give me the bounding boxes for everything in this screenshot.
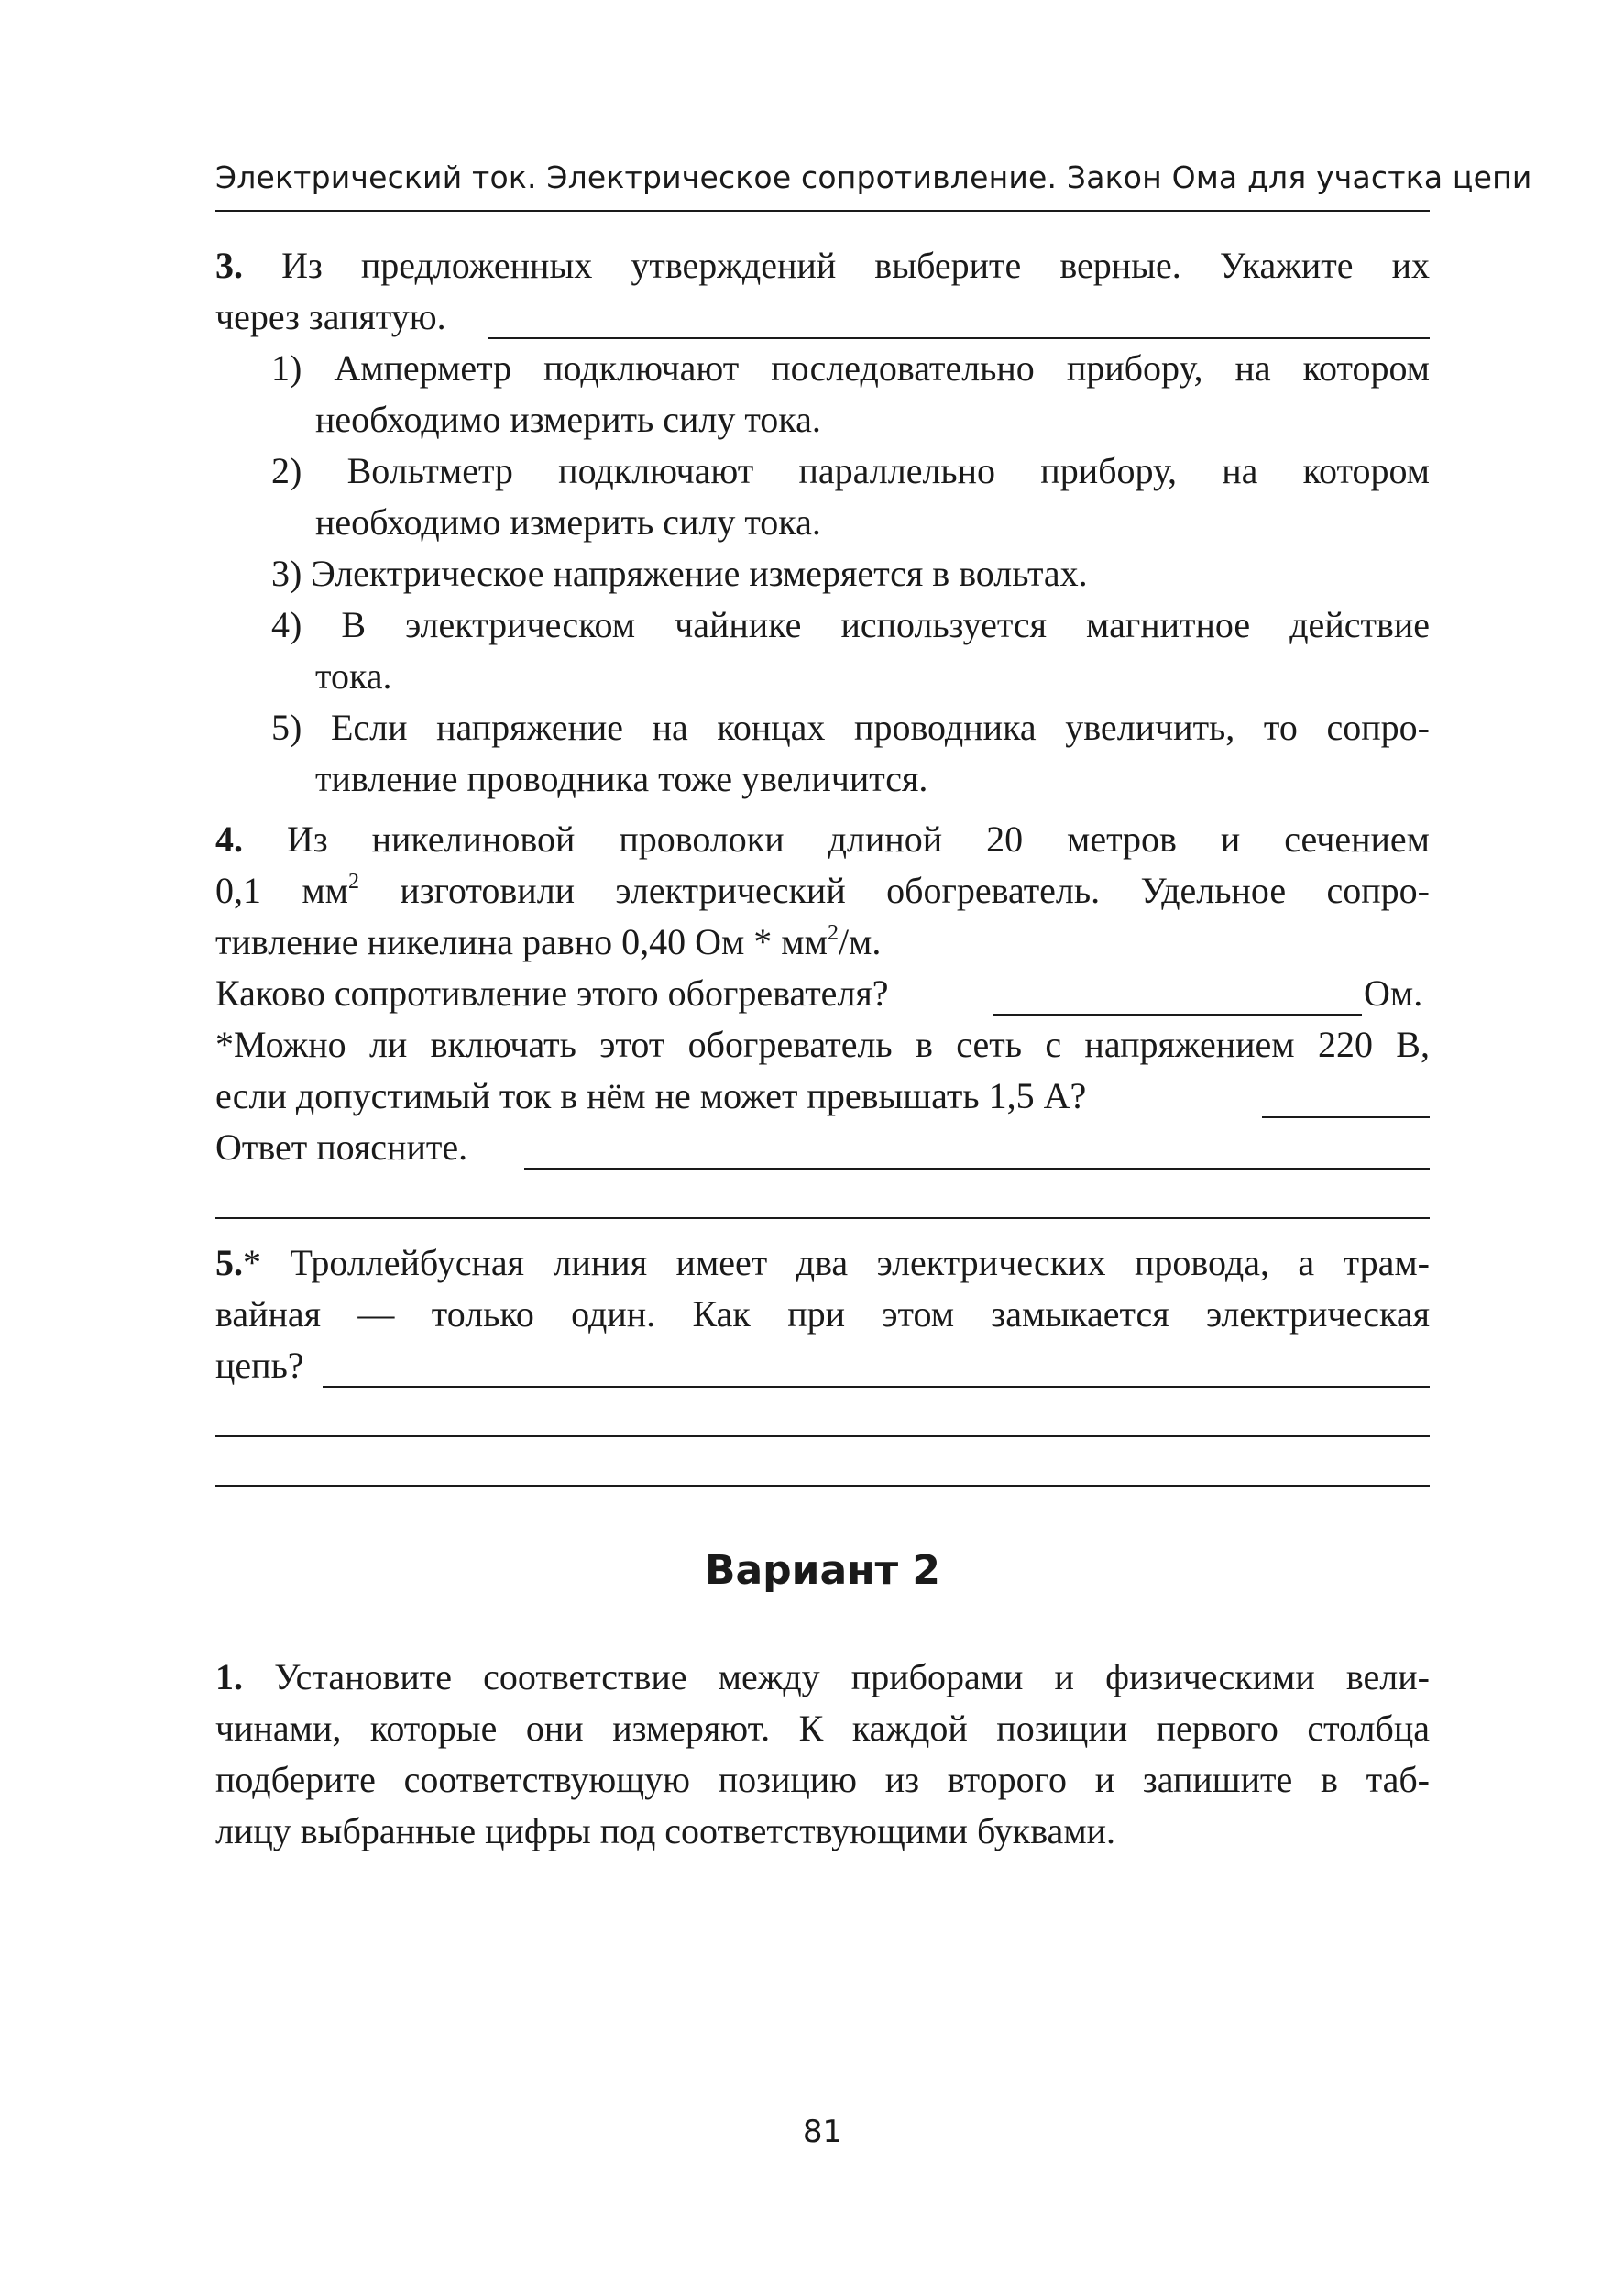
q3-item-3: 3) Электрическое напряжение измеряется в вольтах.	[271, 553, 1088, 594]
q4-sup-2: 2	[827, 921, 839, 945]
q4-line-3	[215, 917, 881, 973]
q3-item-4-cont: тока.	[315, 655, 392, 697]
v2q1-line-2: чинами, которые они измеряют. К каждой позиции первого столбца	[215, 1708, 1430, 1749]
q4-line-6: если допустимый ток в нём не может превышать 1,5 А?	[215, 1075, 1087, 1116]
q5-answer-blank-1[interactable]	[323, 1386, 1430, 1388]
q5-line-2: вайная — только один. Как при этом замыкается электрическая	[215, 1293, 1430, 1335]
q4-text-2b: изготовили электрический обогреватель. Удельное сопро-	[359, 870, 1431, 911]
q4-explain-blank-2[interactable]	[215, 1217, 1430, 1219]
q5-answer-blank-2[interactable]	[215, 1435, 1430, 1437]
q3-line-2: через запятую.	[215, 296, 446, 337]
q4-line-7: Ответ поясните.	[215, 1126, 468, 1168]
q3-item-1-cont: необходимо измерить силу тока.	[315, 399, 821, 440]
q4-resistance-blank[interactable]	[993, 1014, 1362, 1016]
q3-item-5-cont: тивление проводника тоже увеличится.	[315, 758, 928, 799]
q4-text-1: Из никелиновой проволоки длиной 20 метров и сечением	[243, 818, 1430, 860]
q4-number: 4.	[215, 818, 243, 860]
q3-answer-blank[interactable]	[488, 337, 1430, 339]
q3-text-1: Из предложенных утверждений выберите верные. Укажите их	[243, 245, 1430, 286]
q3-item-4: 4) В электрическом чайнике используется магнитное действие	[271, 604, 1430, 645]
q3-number: 3.	[215, 245, 243, 286]
v2q1-line-4: лицу выбранные цифры под соответствующими буквами.	[215, 1810, 1116, 1851]
q3-item-2: 2) Вольтметр подключают параллельно прибору, на котором	[271, 450, 1430, 491]
q4-line-1	[215, 814, 1430, 865]
q4-line-2	[215, 865, 1430, 922]
q5-line-3: цепь?	[215, 1345, 304, 1386]
q5-answer-blank-3[interactable]	[215, 1485, 1430, 1487]
q4-unit: Ом.	[1364, 972, 1423, 1014]
q4-explain-blank-1[interactable]	[524, 1168, 1430, 1170]
header-rule	[215, 210, 1430, 212]
running-header: Электрический ток. Электрическое сопротивление. Закон Ома для участка цепи	[215, 159, 1532, 195]
q3-item-2-cont: необходимо измерить силу тока.	[315, 501, 821, 543]
v2q1-line-3: подберите соответствующую позицию из второго и запишите в таб-	[215, 1759, 1430, 1800]
q3-item-5: 5) Если напряжение на концах проводника увеличить, то сопро-	[271, 707, 1430, 748]
q4-sup-1: 2	[348, 870, 359, 894]
q4-line-5: *Можно ли включать этот обогреватель в сеть с напряжением 220 В,	[215, 1024, 1430, 1065]
q4-line-4: Каково сопротивление этого обогревателя?	[215, 972, 889, 1014]
q4-text-3a: тивление никелина равно 0,40 Ом * мм	[215, 921, 828, 962]
q3-line-1	[215, 240, 1430, 291]
q5-number: 5.	[215, 1242, 243, 1283]
q3-item-1: 1) Амперметр подключают последовательно прибору, на котором	[271, 347, 1430, 389]
q5-text-1: * Троллейбусная линия имеет два электрических провода, а трам-	[243, 1242, 1430, 1283]
q4-text-2a: 0,1 мм	[215, 870, 348, 911]
q4-text-3b: /м.	[838, 921, 882, 962]
page-number: 81	[802, 2114, 843, 2150]
q4-yesno-blank[interactable]	[1262, 1116, 1430, 1118]
v2q1-number: 1.	[215, 1656, 243, 1697]
q5-line-1	[215, 1237, 1430, 1289]
variant-heading: Вариант 2	[704, 1547, 941, 1594]
v2q1-text-1: Установите соответствие между приборами и физическими вели-	[243, 1656, 1430, 1697]
v2q1-line-1	[215, 1652, 1430, 1703]
